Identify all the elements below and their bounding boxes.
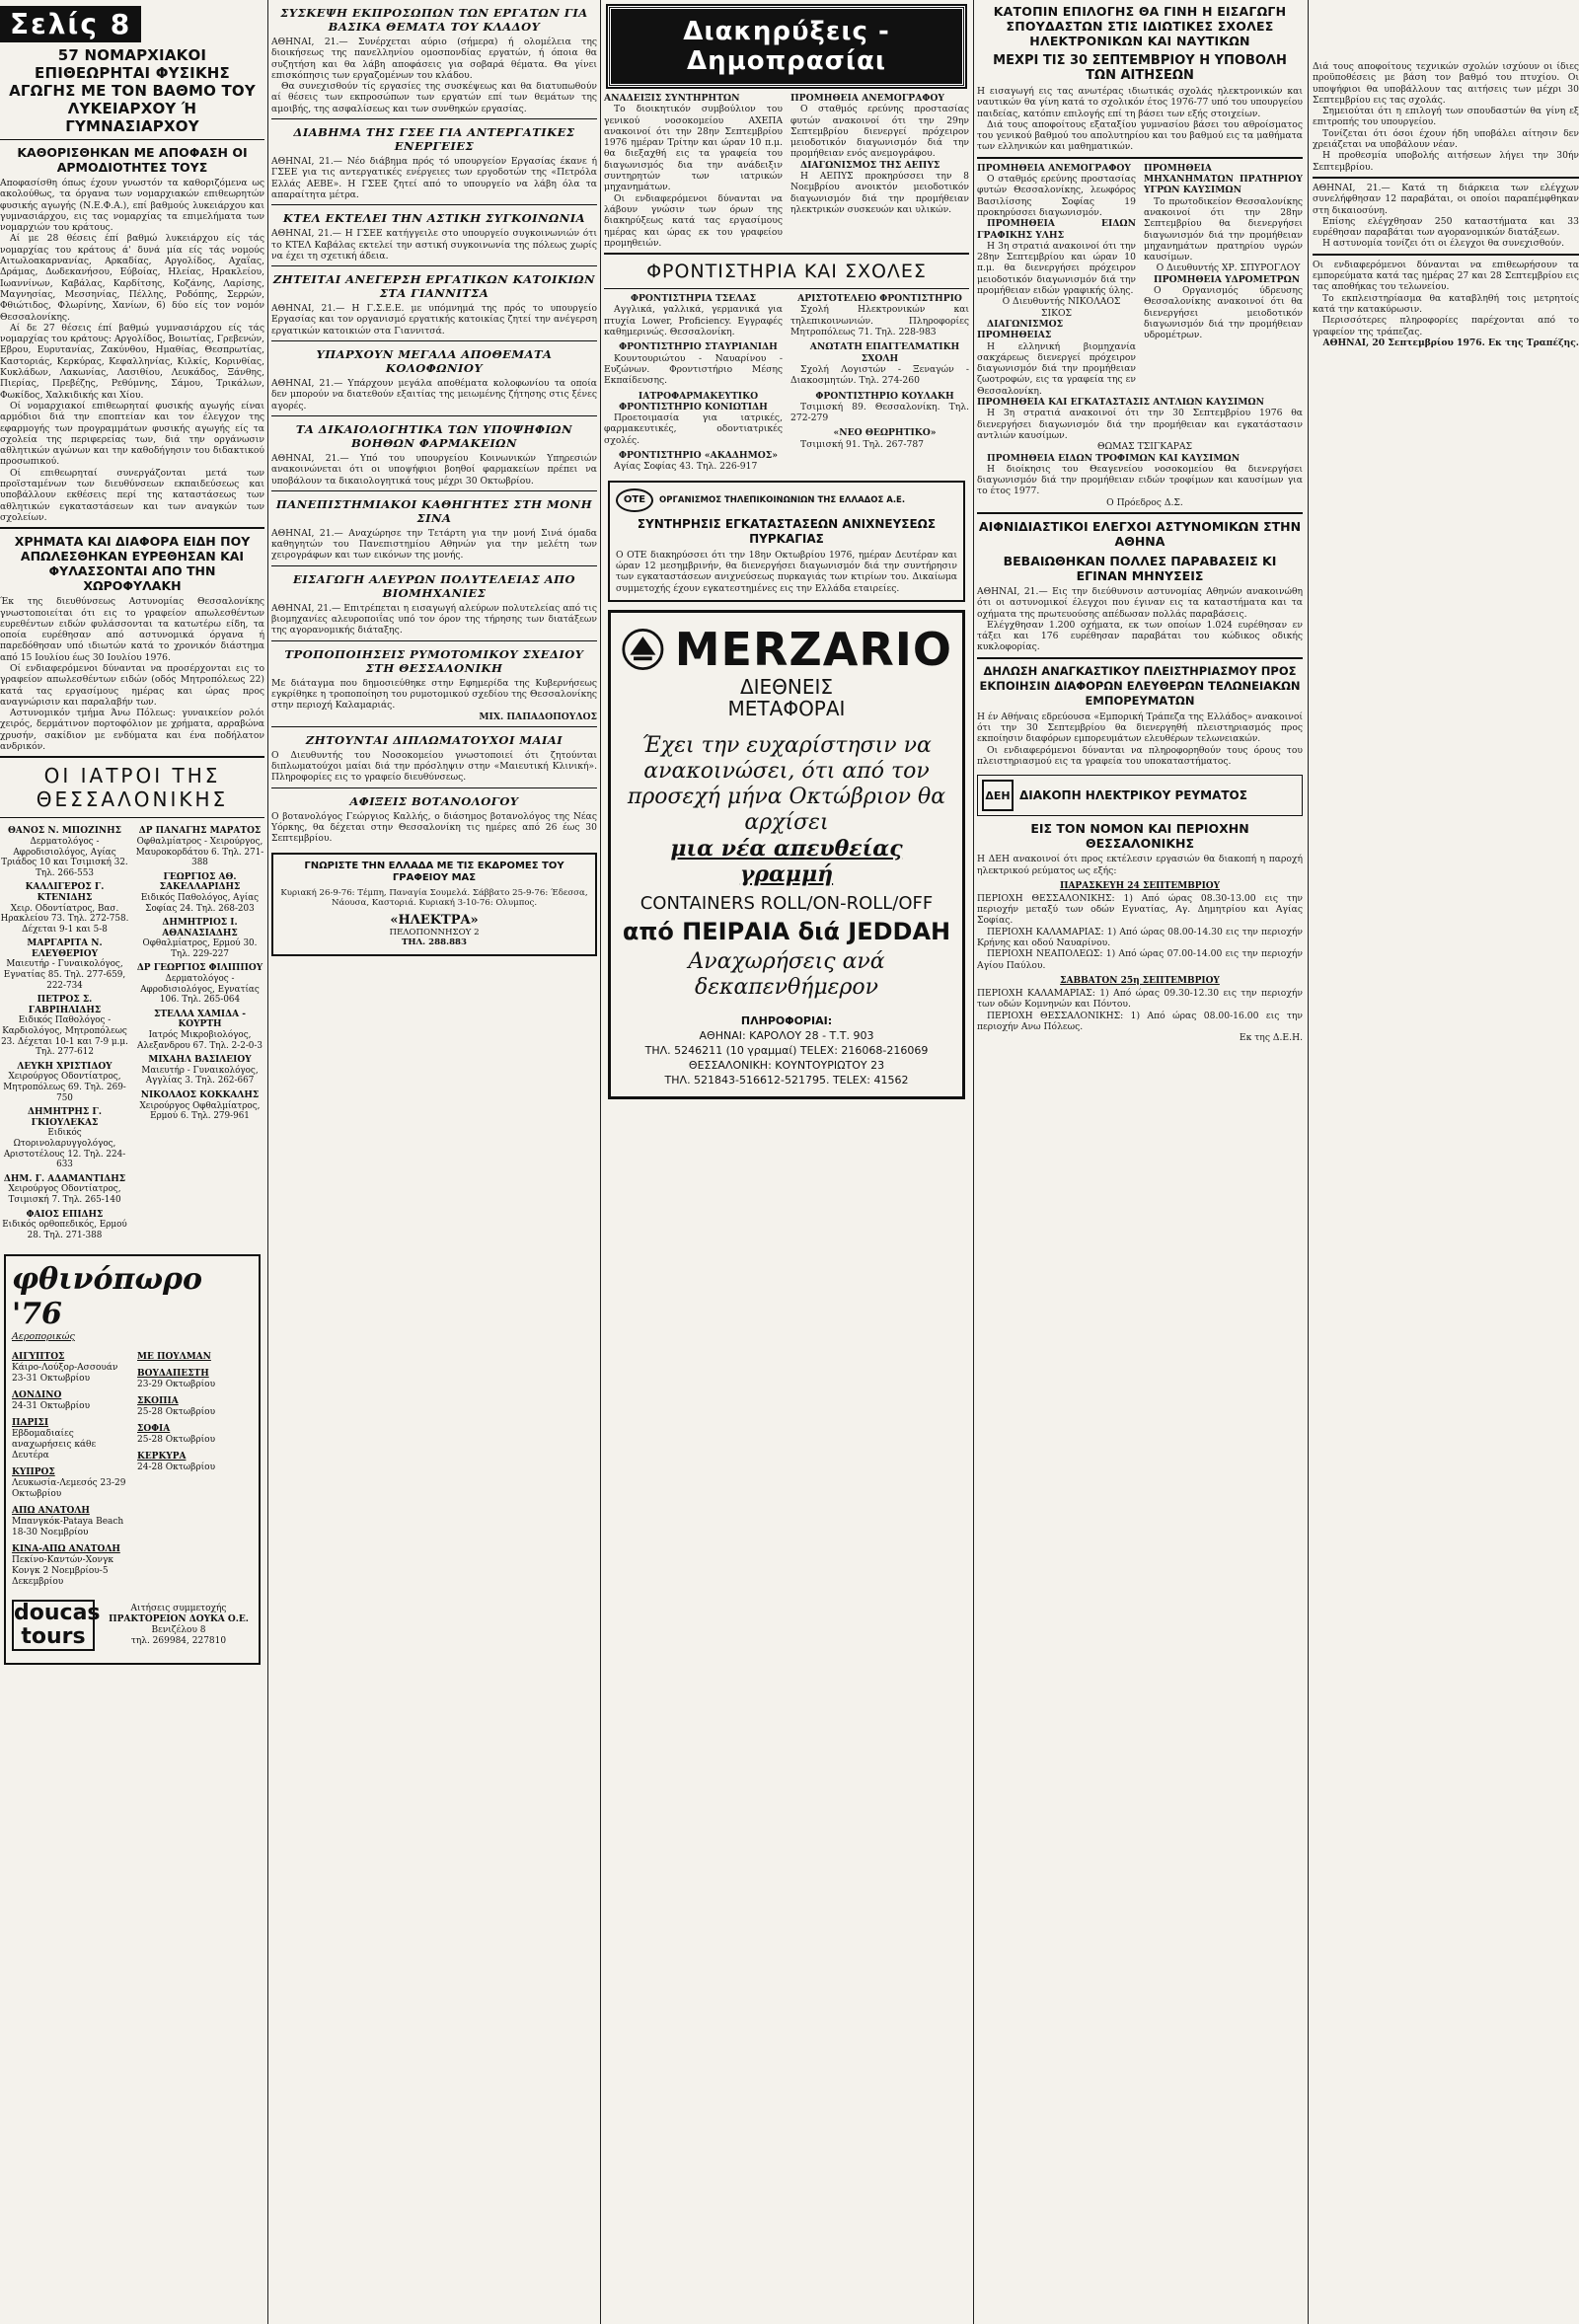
doucas-tours-logo: doucas tours (14, 1601, 101, 1650)
notice-title: ΠΡΟΜΗΘΕΙΑ ΚΑΙ ΕΓΚΑΤΑΣΤΑΣΙΣ ΑΝΤΛΙΩΝ ΚΑΥΣΙΜΩΝ (977, 397, 1265, 409)
doctor-name: ΠΕΤΡΟΣ Σ. ΓΑΒΡΙΗΛΙΔΗΣ (28, 995, 102, 1015)
article-paragraph: Σημειούται ότι η επιλογή των σπουδαστών θα γίνη εξ επιτροπής του υπουργείου. (1313, 106, 1579, 128)
deh-logo: ΔΕΗ (982, 780, 1014, 811)
divider (271, 490, 597, 491)
ote-header (616, 488, 957, 512)
doctor-info: Χειρούργος Οδοντίατρος, Μητροπόλεως 69. Τηλ. 269-750 (3, 1072, 126, 1103)
divider (604, 288, 969, 289)
article-paragraph: Αί δε 27 θέσεις έπί βαθμώ γυμνασιάρχου είς τάς νομαρχίας του κράτους: Αργολίδος, Βοιωτίας, Γρεβενών, Εβρου, Ευρυτανίας, Ζακύνθου, Ημαθίας, Θεσπρωτίας, Καστοριάς, Κερκύρας, Κεφαλληνίας, Κιλκίς, Κορινθίας, Κυκλάδων, Λακωνίας, Λασιθίου, Λευκάδος, Ξάνθης, Πιερίας, Πρεβέζης, Ρεθύμνης, Σάμου, Τρικάλων, Φωκίδος, Χαλκιδικής και Χίου. (0, 322, 264, 401)
school-name: ΑΝΩΤΑΤΗ ΕΠΑΓΓΕΛΜΑΤΙΚΗ ΣΧΟΛΗ (809, 341, 960, 364)
doctor-listing (0, 1210, 129, 1241)
school-info: Σχολή Ηλεκτρονικών και τηλεπικοινωνιών. Πληροφορίες Μητροπόλεως 71. Τηλ. 228-983 (790, 304, 969, 338)
travel-ad-title: ΓΝΩΡΙΣΤΕ ΤΗΝ ΕΛΛΑΔΑ ΜΕ ΤΙΣ ΕΚΔΡΟΜΕΣ ΤΟΥ ΓΡΑΦΕΙΟΥ ΜΑΣ (304, 860, 564, 883)
ote-title: ΣΥΝΤΗΡΗΣΙΣ ΕΓΚΑΤΑΣΤΑΣΕΩΝ ΑΝΙΧΝΕΥΣΕΩΣ ΠΥΡΚΑΓΙΑΣ (637, 516, 937, 546)
deh-text: ΠΕΡΙΟΧΗ ΚΑΛΑΜΑΡΙΑΣ: 1) Από ώρας 08.00-14.30 εις την περιοχήν Κρήνης και οδού Ναυαρίνου. (977, 926, 1303, 949)
doctor-info: Ειδικός ορθοπεδικός, Ερμού 28. Τηλ. 271-388 (2, 1220, 127, 1240)
contact-line: Αιτήσεις συμμετοχής (130, 1604, 227, 1614)
column-5 (1313, 0, 1579, 348)
article-paragraph: ΑΘΗΝΑΙ, 21.— Επιτρέπεται η εισαγωγή αλεύρων πολυτελείας από τις βιομηχανίες αλευροποιΐας υπό τον όρον της τήρησης των διατάξεων της αγορανομικής διάταξης. (271, 602, 597, 637)
column-3 (604, 0, 969, 1107)
doctor-name: ΛΕΥΚΗ ΧΡΙΣΤΙΔΟΥ (17, 1061, 113, 1072)
destination-name: ΚΙΝΑ-ΑΠΩ ΑΝΑΤΟΛΗ (12, 1544, 120, 1555)
divider (977, 157, 1303, 159)
divider (977, 512, 1303, 514)
fthinoporo-subtitle: Αεροπορικώς (12, 1331, 75, 1343)
doctor-name: ΔΡ ΠΑΝΑΓΗΣ ΜΑΡΑΤΟΣ (138, 826, 262, 837)
destination-dates: 24-28 Οκτωβρίου (137, 1462, 216, 1473)
tender-title: ΠΡΟΜΗΘΕΙΑ ΑΝΕΜΟΓΡΑΦΟΥ (790, 93, 944, 104)
destination-name: ΜΕ ΠΟΥΛΜΑΝ (137, 1352, 211, 1363)
article-paragraph: Οί νομαρχιακοί επιθεωρηταί φυσικής αγωγής είναι αρμόδιοι διά την εποπτείαν και τον έλεγχον της εφαρμογής των προγραμμάτων φυσικής αγωγής είς τα σχολεία της περιφερείας των, διά την οργάνωσιν αθλητικών αγώνων και την καθοδήγησιν του διδακτικού προσωπικού. (0, 400, 264, 468)
headline-diavima: ΔΙΑΒΗΜΑ ΤΗΣ ΓΣΕΕ ΓΙΑ ΑΝΤΕΡΓΑΤΙΚΕΣ ΕΝΕΡΓΕΙΕΣ (293, 125, 575, 154)
destination-name: ΚΥΠΡΟΣ (12, 1467, 55, 1478)
merzario-new-line: μια νέα απευθείας γραμμή (670, 835, 903, 887)
fthinoporo-ad (4, 1254, 261, 1665)
merzario-athens: ΑΘΗΝΑΙ: ΚΑΡΟΛΟΥ 28 - Τ.Τ. 903 (699, 1028, 874, 1042)
tender-text: Ο σταθμός ερεύνης προστασίας φυτών ανακοινοί ότι την 29ην Σεπτεμβρίου διενεργεί πρόχειρον μειοδοτικόν διαγωνισμόν διά την προμήθειαν ενός ανεμογράφου. (790, 104, 969, 160)
fthinoporo-destinations (12, 1346, 253, 1588)
doctor-info: Μαιευτήρ - Γυναικολόγος, Εγνατίας 85. Τηλ. 277-659, 222-734 (3, 959, 126, 991)
deh-text: ΠΕΡΙΟΧΗ ΘΕΣΣΑΛΟΝΙΚΗΣ: 1) Από ώρας 08.00-16.00 εις την περιοχήν Ανω Πόλεως. (977, 1010, 1303, 1032)
doctor-info: Δερματολόγος - Αφροδισιολόγος, Εγνατίας 106. Τηλ. 265-064 (140, 974, 260, 1006)
merzario-header (621, 623, 952, 676)
destination-dates: Εβδομαδιαίες αναχωρήσεις κάθε Δευτέρα (12, 1429, 97, 1462)
tender-title: ΑΝΑΔΕΙΞΙΣ ΣΥΝΤΗΡΗΤΩΝ (604, 93, 740, 104)
school-info: Προετοιμασία για ιατρικές, φαρμακευτικές, οδοντιατρικές σχολές. (604, 412, 783, 446)
article-paragraph: Οί επιθεωρηταί συνεργάζονται μετά των προϊσταμένων των διευθύνσεων εκπαιδεύσεως και υποβάλλουν εκθέσεις περί της καταστάσεως των αθλητικών εγκαταστάσεων και των αναγκών των σχολείων. (0, 467, 264, 523)
merzario-info-title: ΠΛΗΡΟΦΟΡΙΑΙ: (740, 1013, 833, 1027)
headline-kathoristhikan: ΚΑΘΟΡΙΣΘΗΚΑΝ ΜΕ ΑΠΟΦΑΣΗ ΟΙ ΑΡΜΟΔΙΟΤΗΤΕΣ ΤΟΥΣ (17, 145, 248, 175)
divider (977, 657, 1303, 659)
column-rule (600, 0, 601, 2324)
school-info: Κουντουριώτου - Ναυαρίνου - Ευζώνων. Φροντιστήριο Μέσης Εκπαίδευσης. (604, 352, 783, 387)
headline-zitisi: ΖΗΤΕΙΤΑΙ ΑΝΕΓΕΡΣΗ ΕΡΓΑΤΙΚΩΝ ΚΑΤΟΙΚΙΩΝ ΣΤΑ ΓΙΑΝΝΙΤΣΑ (272, 272, 596, 301)
headline-tropopoiiseis: ΤΡΟΠΟΠΟΙΗΣΕΙΣ ΡΥΜΟΤΟΜΙΚΟΥ ΣΧΕΔΙΟΥ ΣΤΗ ΘΕΣΣΑΛΟΝΙΚΗ (284, 646, 584, 675)
column-2 (271, 0, 597, 964)
deh-text: ΠΕΡΙΟΧΗ ΘΕΣΣΑΛΟΝΙΚΗΣ: 1) Από ώρας 08.30-13.00 εις την περιοχήν μεταξύ των οδών Εγνατίας, Αγ. Δημητρίου και Αγίας Σοφίας. (977, 892, 1303, 927)
school-name: ΙΑΤΡΟΦΑΡΜΑΚΕΥΤΙΚΟ ΦΡΟΝΤΙΣΤΗΡΙΟ ΚΟΝΙΩΤΙΔΗ (619, 390, 768, 412)
merzario-thessaloniki: ΘΕΣΣΑΛΟΝΙΚΗ: ΚΟΥΝΤΟΥΡΙΩΤΟΥ 23 (688, 1058, 885, 1072)
destination-name: ΣΟΦΙΑ (137, 1424, 171, 1435)
doctor-info: Χειρούργος Οφθαλμίατρος, Ερμού 6. Τηλ. 279-961 (139, 1100, 261, 1122)
article-paragraph: Ελέγχθησαν 1.200 οχήματα, εκ των οποίων 1.024 ευρέθησαν εν τάξει και 176 ευρέθησαν παραβάται του κώδικος οδικής κυκλοφορίας. (977, 619, 1303, 653)
doctor-info: Χειρ. Οδοντίατρος, Βασ. Ηρακλείου 73. Τηλ. 272-758. Δέχεται 9-1 και 5-8 (0, 903, 129, 935)
divider (1313, 254, 1579, 256)
article-paragraph: Έκ της διευθύνσεως Αστυνομίας Θεσσαλονίκης γνωστοποιείται ότι εις το γραφείον απωλεσθέντων ευρεθέντων ειδών φυλάσσονται τα κατωτέρω είδη, τα οποία ευρέθησαν από αστυνομικά όργανα ή παρεδόθησαν υπό ιδιωτών κατά το χρονικόν διάστημα από 15 Ιουλίου έως 30 Ιουλίου 1976. (0, 596, 264, 663)
divider (0, 756, 264, 758)
headline-eisagogi: ΕΙΣΑΓΩΓΗ ΑΛΕΥΡΩΝ ΠΟΛΥΤΕΛΕΙΑΣ ΑΠΟ ΒΙΟΜΗΧΑΝΙΕΣ (292, 571, 576, 600)
tender-text: Η ΑΕΠΥΣ προκηρύσσει την 8 Νοεμβρίου ανοικτόν μειοδοτικόν διαγωνισμόν διά την προμήθειαν ηλεκτρικών συσκευών και υλικών. (790, 171, 969, 215)
tender-title: ΔΙΑΓΩΝΙΣΜΟΣ ΤΗΣ ΑΕΠΥΣ (800, 159, 940, 171)
travel-ad-phone: ΤΗΛ. 288.883 (401, 937, 468, 948)
notice-title: ΔΙΑΓΩΝΙΣΜΟΣ ΠΡΟΜΗΘΕΙΑΣ (977, 318, 1064, 341)
destination-name: ΠΑΡΙΣΙ (12, 1418, 49, 1429)
fthinoporo-footer (12, 1594, 253, 1657)
headline-katopin: ΚΑΤΟΠΙΝ ΕΠΙΛΟΓΗΣ ΘΑ ΓΙΝΗ Η ΕΙΣΑΓΩΓΗ ΣΠΟΥΔΑΣΤΩΝ ΣΤΙΣ ΙΔΙΩΤΙΚΕΣ ΣΧΟΛΕΣ ΗΛΕΚΤΡΟΝΙΚΩΝ ΚΑΙ ΝΑΥΤΙΚΩΝ (993, 4, 1287, 48)
doctor-listing (0, 995, 129, 1058)
article-paragraph: Περισσότερες πληροφορίες παρέχονται από το γραφείον της τράπεζας. (1313, 315, 1579, 337)
doctor-listing (0, 1174, 129, 1206)
merzario-containers: CONTAINERS ROLL/ON-ROLL/OFF (639, 892, 934, 914)
doctor-listing (0, 1107, 129, 1170)
doctors-list-b (135, 822, 264, 1244)
ote-organization: ΟΡΓΑΝΙΣΜΟΣ ΤΗΛΕΠΙΚΟΙΝΩΝΙΩΝ ΤΗΣ ΕΛΛΑΔΟΣ Α.Ε. (659, 494, 906, 505)
destinations-left (12, 1346, 127, 1588)
article-paragraph: Επίσης ελέγχθησαν 250 καταστήματα και 33 ευρέθησαν παραβάται των αγορανομικών διατάξεων. (1313, 215, 1579, 239)
headline-syskepsi: ΣΥΣΚΕΨΗ ΕΚΠΡΟΣΩΠΩΝ ΤΩΝ ΕΡΓΑΤΩΝ ΓΙΑ ΒΑΣΙΚΑ ΘΕΜΑΤΑ ΤΟΥ ΚΛΑΔΟΥ (280, 6, 588, 34)
section-title-iatroi: ΟΙ ΙΑΤΡΟΙ ΤΗΣ ΘΕΣΣΑΛΟΝΙΚΗΣ (36, 764, 229, 812)
article-paragraph: ΑΘΗΝΑΙ, 21.— Υπό του υπουργείου Κοινωνικών Υπηρεσιών ανακοινώνεται ότι οι υποψήφιοι βοηθοί φαρμακείων πρέπει να υποβάλουν τα δικαιολογητικά τους μέχρι 30 Οκτωβρίου. (271, 452, 597, 487)
divider (0, 527, 264, 529)
article-paragraph: Θα συνεχισθούν τίς εργασίες της συσκέψεως και θα διατυπωθούν αί θέσεις των εκπροσώπων των εργατών επί των θεμάτων της αμοιβής, της ασφαλίσεως και των συνθηκών εργασίας. (271, 81, 597, 114)
doctor-info: Ειδικός Ωτορινολαρυγγολόγος, Αριστοτέλους 12. Τηλ. 224-633 (3, 1128, 126, 1170)
divider (271, 265, 597, 266)
deh-date: ΠΑΡΑΣΚΕΥΗ 24 ΣΕΠΤΕΜΒΡΙΟΥ (1059, 880, 1221, 891)
merzario-logo: MERZARIO (674, 622, 952, 676)
doctor-listing (0, 826, 129, 878)
article-paragraph: Αστυνομικόν τμήμα Άνω Πόλεως: γυναικείον ρολόι χειρός, δερμάτινον πορτοφόλιον με χρήματα, αρραβώνα χρυσήν, σακίδιον με ενδύματα και ένα ποδήλατον ανδρικόν. (0, 708, 264, 753)
notice-text: Ο Οργανισμός ύδρευσης Θεσσαλονίκης ανακοινοί ότι θα διενεργήσει μειοδοτικόν διαγωνισμόν διά την προμήθειαν υδρομέτρων. (1144, 285, 1303, 341)
divider (271, 640, 597, 641)
travel-ad-address: ΠΕΛΟΠΟΝΝΗΣΟΥ 2 (389, 927, 480, 937)
tender-text: Το διοικητικόν συμβούλιον του γενικού νοσοκομείου ΑΧΕΠΑ ανακοινοί ότι την 28ην Σεπτεμβρίου 1976 ημέραν Τρίτην και ώραν 10 π.μ. θα διεξαχθή εις τα γραφεία του διαγωνισμός δια την ανάδειξιν συντηρητών των ιατρικών μηχανημάτων. (604, 104, 783, 193)
doctor-name: ΔΗΜ. Γ. ΑΔΑΜΑΝΤΙΔΗΣ (3, 1173, 126, 1184)
tenders-two-col (604, 93, 969, 249)
article-paragraph: Ο Διευθυντής του Νοσοκομείου γνωστοποιεί ότι ζητούνται διπλωματούχοι μαίαι διά την πρόσληψιν στην «Μαιευτική Κλινική». Πληροφορίες εις το γραφείο διευθύνσεως. (271, 749, 597, 784)
destination-dates: 25-28 Οκτωβρίου (137, 1407, 216, 1418)
travel-ad-text: Κυριακή 26-9-76: Τέμπη, Παναγία Σουμελά. Σάββατο 25-9-76: Έδεσσα, Νάουσα, Καστοριά. Κυριακή 3-10-76: Ολυμπος. (280, 887, 588, 909)
headline-zitountai: ΖΗΤΟΥΝΤΑΙ ΔΙΠΛΩΜΑΤΟΥΧΟΙ ΜΑΙΑΙ (305, 732, 564, 747)
column-rule (973, 0, 974, 2324)
article-paragraph: ΑΘΗΝΑΙ, 21.— Εις την διεύθυνσιν αστυνομίας Αθηνών ανακοινώθη ότι οι αστυνομικοί έλεγχοι που έγιναν εις τα καταστήματα και τα οχήματα της πρωτευούσης απέδωσαν πολλάς παραβάσεις. (977, 585, 1303, 620)
destination-name: ΣΚΟΠΙΑ (137, 1396, 179, 1407)
notice-title: ΠΡΟΜΗΘΕΙΑ ΥΔΡΟΜΕΤΡΩΝ (1154, 273, 1301, 285)
headline-nomarxiakoi: 57 ΝΟΜΑΡΧΙΑΚΟΙ ΕΠΙΘΕΩΡΗΤΑΙ ΦΥΣΙΚΗΣ ΑΓΩΓΗΣ ΜΕ ΤΟΝ ΒΑΘΜΟ ΤΟΥ ΛΥΚΕΙΑΡΧΟΥ Ή ΓΥΜΝΑΣΙΑΡΧΟΥ (9, 46, 256, 135)
headline-mexri: ΜΕΧΡΙ ΤΙΣ 30 ΣΕΠΤΕΜΒΡΙΟΥ Η ΥΠΟΒΟΛΗ ΤΩΝ ΑΙΤΗΣΕΩΝ (993, 53, 1287, 83)
article-paragraph: Οι ενδιαφερόμενοι δύνανται να πληροφορηθούν τους όρους του πλειστηριασμού εις τα γραφεία του υποκαταστήματος. (977, 744, 1303, 767)
doctor-name: ΔΡ ΓΕΩΡΓΙΟΣ ΦΙΛΙΠΠΟΥ (136, 963, 263, 974)
doctor-listing (0, 882, 129, 935)
destination-dates: 24-31 Οκτωβρίου (12, 1401, 91, 1412)
doctor-listing (0, 938, 129, 991)
contact-line: Βενιζέλου 8 (151, 1625, 206, 1636)
doctor-name: ΘΑΝΟΣ Ν. ΜΠΟΖΙΝΗΣ (7, 826, 122, 837)
notice-text: Η 3η στρατιά ανακοινοί ότι την 30 Σεπτεμβρίου 1976 θα διενεργήσει διαγωνισμόν διά την προμήθειαν και εγκατάστασιν αντλιών καυσίμων. (977, 408, 1303, 441)
fthinoporo-title: φθινόπωρο '76 (12, 1262, 202, 1332)
school-name: ΦΡΟΝΤΙΣΤΗΡΙΟ ΣΤΑΥΡΙΑΝΙΔΗ (619, 341, 778, 353)
doctor-name: ΚΑΛΛΙΓΕΡΟΣ Γ. ΚΤΕΝΙΔΗΣ (25, 882, 105, 903)
destination-dates: Κάιρο-Λούξορ-Ασσουάν 23-31 Οκτωβρίου (12, 1363, 118, 1385)
page-number-badge: Σελίς 8 (0, 6, 141, 42)
merzario-thessaloniki-tel: ΤΗΛ. 521843-516612-521795. TELEX: 41562 (664, 1073, 909, 1087)
deh-header (977, 775, 1303, 816)
ote-logo: ΟΤΕ (616, 488, 653, 512)
divider (271, 204, 597, 205)
divider (0, 139, 264, 140)
article-paragraph: Οί ενδιαφερόμενοι δύνανται να προσέρχονται εις το γραφείον απωλεσθέντων ειδών (οδός Μητροπόλεως 22) κατά τας εργασίμους ημέρας και ώρας προς αναγνώρισιν και παραλαβήν των. (0, 662, 264, 708)
notice-text: Η 3η στρατιά ανακοινοί ότι την 28ην Σεπτεμβρίου και ώραν 10 π.μ. θα διενεργήσει πρόχειρον μειοδοτικόν διαγωνισμόν διά την προμήθειαν ειδών γραφικής ύλης. (977, 240, 1136, 297)
ote-text: Ο ΟΤΕ διακηρύσσει ότι την 18ην Οκτωβρίου 1976, ημέραν Δευτέραν και ώραν 12 μεσημβρινήν, θα διενεργήσει διαγωνισμόν διά την συντήρησιν των εγκαταστάσεων ανιχνεύσεως πυρκαγιάς των κτιρίων του. Δικαίωμα συμμετοχής έχουν εγκατεστημένες εις την Ελλάδα εταιρείες. (616, 549, 957, 594)
headline-ktel: ΚΤΕΛ ΕΚΤΕΛΕΙ ΤΗΝ ΑΣΤΙΚΗ ΣΥΓΚΟΙΝΩΝΙΑ (282, 211, 586, 226)
doctor-listing (135, 872, 264, 914)
column-rule (267, 0, 268, 2324)
signature: Ο Διευθυντής ΧΡ. ΣΠΥΡΟΓΛΟΥ (1156, 262, 1301, 274)
divider (1313, 177, 1579, 179)
destination-dates: Λευκωσία-Λεμεσός 23-29 Οκτωβρίου (12, 1478, 126, 1500)
article-paragraph: ΑΘΗΝΑΙ, 21.— Κατά τη διάρκεια των ελέγχων συνελήφθησαν 12 παραβάται, οι οποίοι παραπέμφθηκαν στη δικαιοσύνη. (1313, 182, 1579, 216)
divider (604, 253, 969, 255)
headline-vev: ΒΕΒΑΙΩΘΗΚΑΝ ΠΟΛΛΕΣ ΠΑΡΑΒΑΣΕΙΣ ΚΙ ΕΓΙΝΑΝ ΜΗΝΥΣΕΙΣ (1003, 553, 1277, 583)
headline-dikai: ΤΑ ΔΙΚΑΙΟΛΟΓΗΤΙΚΑ ΤΩΝ ΥΠΟΨΗΦΙΩΝ ΒΟΗΘΩΝ ΦΑΡΜΑΚΕΙΩΝ (295, 421, 573, 450)
doctor-name: ΣΤΕΛΛΑ ΧΑΜΙΔΑ - ΚΟΥΡΤΗ (154, 1009, 246, 1030)
doctor-listing (135, 963, 264, 1005)
travel-ad (271, 853, 597, 956)
school-info: Αγγλικά, γαλλικά, γερμανικά για πτυχία Lower, Proficiency. Εγγραφές καθημερινώς. Θεσσαλονίκη. (604, 304, 783, 338)
merzario-emblem-icon (621, 626, 665, 673)
school-info: Τσιμισκή 89. Θεσσαλονίκη. Τηλ. 272-279 (790, 401, 969, 424)
notice-title: ΠΡΟΜΗΘΕΙΑ ΕΙΔΩΝ ΤΡΟΦΙΜΩΝ ΚΑΙ ΚΑΥΣΙΜΩΝ (987, 452, 1241, 464)
doctor-listing (135, 1010, 264, 1051)
headline-afiseis: ΑΦΙΞΕΙΣ ΒΟΤΑΝΟΛΟΓΟΥ (349, 793, 519, 808)
article-paragraph: Αποφασίσθη όπως έχουν γνωστόν τα καθοριζόμενα ως ακολούθως, τα όργανα των νομαρχιακών επιθεωρητών φυσικής αγωγής (Ν.Ε.Φ.Α.), επί βαθμούς λυκειάρχου και γυμνασιάρχου, εις τας νομαρχίας τα επιμελήματα των νομαρχιών του κράτους. (0, 178, 264, 234)
doctors-directory (0, 822, 264, 1244)
tender-text: Οι ενδιαφερόμενοι δύνανται να λάβουν γνώσιν των όρων της διακηρύξεως κατά τας εργασίμους ημέρας και ώρας εκ του γραφείου προμηθειών. (604, 192, 783, 249)
notice-title: ΠΡΟΜΗΘΕΙΑ ΕΙΔΩΝ ΓΡΑΦΙΚΗΣ ΥΛΗΣ (977, 218, 1136, 241)
deh-text: Η ΔΕΗ ανακοινοί ότι προς εκτέλεσιν εργασιών θα διακοπή η παροχή ηλεκτρικού ρεύματος ως εξής: (977, 854, 1303, 876)
article-paragraph: Η αστυνομία τονίζει ότι οι έλεγχοι θα συνεχισθούν. (1322, 238, 1565, 250)
notice-text: Ο σταθμός ερεύνης προστασίας φυτών Θεσσαλονίκης, λεωφόρος Βασιλίσσης Σοφίας 19 προκηρύσσει διαγωνισμόν. (977, 174, 1136, 218)
section-banner-diakiryxeis: Διακηρύξεις - Δημοπρασίαι (608, 6, 965, 87)
article-paragraph: Ο βοτανολόγος Γεώργιος Καλλής, ο διάσημος βοτανολόγος της Νέας Υόρκης, θα δέχεται στην Θεσσαλονίκη τις ημέρες από 26 έως 30 Σεπτεμβρίου. (271, 810, 597, 845)
article-paragraph: ΑΘΗΝΑΙ, 21.— Συνέρχεται αύριο (σήμερα) ή ολομέλεια της διοικήσεως της πανελληνίου ομοσπονδίας εργατών, ή όποια θα συζητήση και θα λάβη αποφάσεις για σοβαρά θέματα. Θα γίνει επισκόπησις των εργαζομένων του κλάδου. (271, 37, 597, 81)
notice-text: Η διοίκησις του Θεαγενείου νοσοκομείου θα διενεργήσει διαγωνισμόν διά την προμήθειαν ειδών τροφίμων και καυσίμων για το έτος 1977. (977, 463, 1303, 497)
destination-dates: Πεκίνο-Καντών-Χονγκ Κονγκ 2 Νοεμβρίου-5 Δεκεμβρίου (12, 1555, 113, 1588)
article-paragraph: Τονίζεται ότι όσοι έχουν ήδη υποβάλει αίτησιν δεν χρειάζεται να υποβάλουν νέαν. (1313, 127, 1579, 151)
school-info: Αγίας Σοφίας 43. Τηλ. 226-917 (614, 461, 758, 473)
doctor-listing (135, 1055, 264, 1087)
notice-text: Η ελληνική βιομηχανία σακχάρεως διενεργεί πρόχειρον διαγωνισμόν διά την προμήθειαν ζωοτροφών, εις τα γραφεία της εν Θεσσαλονίκη. (977, 340, 1136, 397)
school-name: ΦΡΟΝΤΙΣΤΗΡΙΑ ΤΣΕΛΑΣ (630, 293, 757, 305)
doctor-info: Οφθαλμίατρος - Χειρούργος, Μαυροκορδάτου 6. Τηλ. 271-388 (135, 836, 264, 868)
notice-title: ΠΡΟΜΗΘΕΙΑ ΑΝΕΜΟΓΡΑΦΟΥ (977, 162, 1131, 174)
divider (271, 415, 597, 416)
notice-title: ΠΡΟΜΗΘΕΙΑ ΜΗΧΑΝΗΜΑΤΩΝ ΠΡΑΤΗΡΙΟΥ ΥΓΡΩΝ ΚΑΥΣΙΜΩΝ (1144, 162, 1303, 196)
article-paragraph: Με διάταγμα που δημοσιεύθηκε στην Εφημερίδα της Κυβερνήσεως εγκρίθηκε η τροποποίηση του ρυμοτομικού σχεδίου της Θεσσαλονίκης στην περιοχή Καλαμαριάς. (271, 677, 597, 712)
procurement-notices (977, 163, 1303, 397)
destination-name: ΑΙΓΥΠΤΟΣ (12, 1352, 65, 1363)
divider (271, 565, 597, 566)
school-name: ΑΡΙΣΤΟΤΕΛΕΙΟ ΦΡΟΝΤΙΣΤΗΡΙΟ (797, 293, 962, 305)
article-paragraph: Η εισαγωγή εις τας ανωτέρας ιδιωτικάς σχολάς ηλεκτρονικών και ναυτικών θα γίνη κατά το σχολικόν έτος 1976-77 υπό του υπουργείου παιδείας, κατόπιν επιλογής επί τη βάσει των εξής στοιχείων. (977, 86, 1303, 119)
destination-name: ΛΟΝΔΙΝΟ (12, 1390, 62, 1401)
signature: Ο Πρόεδρος Δ.Σ. (1106, 496, 1183, 508)
doctor-listing (135, 918, 264, 959)
article-paragraph: Η έν Αθήναις εδρεύουσα «Εμπορική Τράπεζα της Ελλάδος» ανακοινοί ότι την 30 Σεπτεμβρίου θα διενεργηθή πλειστηριασμός προς εκποίησιν διαφόρων εμπορευμάτων ελευθέρων τελωνειακών. (977, 711, 1303, 745)
merzario-departures: Αναχωρήσεις ανά δεκαπενθήμερον (688, 948, 885, 1000)
article-paragraph: ΑΘΗΝΑΙ, 21.— Αναχώρησε την Τετάρτη για την μονή Σινά όμαδα καθηγητών του Πανεπιστημίου Αθηνών για την μελέτη των χειρογράφων και των εικόνων της μονής. (271, 527, 597, 562)
destination-dates: 25-28 Οκτωβρίου (137, 1435, 216, 1446)
deh-signature: Εκ της Δ.Ε.Η. (1239, 1032, 1303, 1044)
school-info: Σχολή Λογιστών - Ξεναγών - Διακοσμητών. Τηλ. 274-260 (790, 363, 969, 387)
doctor-listing (135, 826, 264, 867)
doctor-listing (135, 1090, 264, 1122)
headline-panepist: ΠΑΝΕΠΙΣΤΗΜΙΑΚΟΙ ΚΑΘΗΓΗΤΕΣ ΣΤΗ ΜΟΝΗ ΣΙΝΑ (275, 496, 593, 525)
headline-ypar: ΥΠΑΡΧΟΥΝ ΜΕΓΑΛΑ ΑΠΟΘΕΜΑΤΑ ΚΟΛΟΦΩΝΙΟΥ (316, 347, 553, 376)
doctor-info: Ιατρός Μικροβιολόγος, Αλεξανδρου 67. Τηλ. 2-2-0-3 (137, 1030, 263, 1051)
doctor-name: ΦΑΙΟΣ ΕΠΙΔΗΣ (26, 1209, 104, 1220)
destination-dates: 23-29 Οκτωβρίου (137, 1380, 216, 1390)
deh-text: ΠΕΡΙΟΧΗ ΚΑΛΑΜΑΡΙΑΣ: 1) Από ώρας 09.30-12.30 εις την περιοχήν των οδών Κομνηνών και Πόντου. (977, 987, 1303, 1011)
column-rule (1308, 0, 1309, 2324)
divider (271, 118, 597, 119)
destination-name: ΑΠΩ ΑΝΑΤΟΛΗ (12, 1506, 90, 1517)
school-name: «ΝΕΟ ΘΕΩΡΗΤΙΚΟ» (833, 427, 937, 439)
doctor-info: Μαιευτήρ - Γυναικολόγος, Αγγλίας 3. Τηλ. 262-667 (141, 1065, 259, 1087)
doctor-info: Δερματολόγος - Αφροδισιολόγος, Αγίας Τριάδος 10 και Τσιμισκή 32. Τηλ. 266-553 (1, 836, 128, 878)
merzario-ad (608, 610, 965, 1099)
section-title-frontistiria: ΦΡΟΝΤΙΣΤΗΡΙΑ ΚΑΙ ΣΧΟΛΕΣ (646, 261, 927, 283)
article-paragraph: Οι ενδιαφερόμενοι δύνανται να επιθεωρήσουν τα εμπορεύματα κατά τας ημέρας 27 και 28 Σεπτεμβρίου εις τας αποθήκας του τελωνείου. (1313, 259, 1579, 293)
school-name: ΦΡΟΝΤΙΣΤΗΡΙΟ «ΑΚΑΔΗΜΟΣ» (618, 450, 779, 462)
notice-text: Το πρωτοδικείον Θεσσαλονίκης ανακοινοί ότι την 28ην Σεπτεμβρίου θα διενεργήσει διαγωνισμόν διά την προμήθειαν μηχανημάτων πρατηρίου υγρών καυσίμων. (1144, 195, 1303, 263)
headline-aifni: ΑΙΦΝΙΔΙΑΣΤΙΚΟΙ ΕΛΕΓΧΟΙ ΑΣΤΥΝΟΜΙΚΩΝ ΣΤΗΝ ΑΘΗΝΑ (978, 518, 1302, 549)
signature: Ο Διευθυντής ΝΙΚΟΛΑΟΣ ΣΙΚΟΣ (1002, 296, 1121, 319)
doctor-name: ΜΙΧΑΗΛ ΒΑΣΙΛΕΙΟΥ (148, 1055, 252, 1066)
doctor-name: ΔΗΜΗΤΡΙΟΣ Ι. ΑΘΑΝΑΣΙΑΔΗΣ (162, 918, 238, 938)
article-paragraph: ΑΘΗΝΑΙ, 21.— Νέο διάβημα πρός τό υπουργείον Εργασίας έκανε ή ΓΣΕΕ για τις αντεργατικές ενέργειες των εργοδοτών της «Πετρόλα Ελλάς ΑΕΒΕ». Η ΓΣΕΕ ζητεί από το υπουργείο να λάβη όλα τα απαραίτητα μέτρα. (271, 156, 597, 200)
column-1 (0, 0, 264, 1665)
merzario-message: Έχει την ευχαρίστησιν να ανακοινώσει, ότι από τον προσεχή μήνα Οκτώβριον θα αρχίσει (627, 732, 946, 835)
deh-title: ΔΙΑΚΟΠΗ ΗΛΕΚΤΡΙΚΟΥ ΡΕΥΜΑΤΟΣ (1019, 788, 1247, 803)
headline-xrimata: ΧΡΗΜΑΤΑ ΚΑΙ ΔΙΑΦΟΡΑ ΕΙΔΗ ΠΟΥ ΑΠΩΛΕΣΘΗΚΑΝ ΕΥΡΕΘΗΣΑΝ ΚΑΙ ΦΥΛΑΣΣΟΝΤΑΙ ΑΠΟ ΤΗΝ ΧΩΡΟΦΥΛΑΚΗ (14, 534, 251, 594)
merzario-athens-tel: ΤΗΛ. 5246211 (10 γραμμαί) TELEX: 216068-216069 (644, 1043, 929, 1057)
deh-text: ΠΕΡΙΟΧΗ ΝΕΑΠΟΛΕΩΣ: 1) Από ώρας 07.00-14.00 εις την περιοχήν Αγίου Παύλου. (977, 948, 1303, 971)
merzario-sub2: ΜΕΤΑΦΟΡΑΙ (727, 696, 846, 720)
destinations-right (137, 1346, 253, 1588)
doctor-info: Ειδικός Παθολόγος, Αγίας Σοφίας 24. Τηλ. 268-203 (140, 892, 260, 914)
school-info: Τσιμισκή 91. Τηλ. 267-787 (800, 438, 925, 450)
doctor-name: ΝΙΚΟΛΑΟΣ ΚΟΚΚΑΛΗΣ (140, 1090, 260, 1101)
article-paragraph: ΑΘΗΝΑΙ, 21.— Η Γ.Σ.Ε.Ε. με υπόμνημά της πρός το υπουργείο Εργασίας και τον οργανισμό εργατικής κατοικίας ζητεί την ανέγερση εργατικών κατοικιών στα Γιαννιτσά. (271, 303, 597, 337)
doctor-name: ΔΗΜΗΤΡΗΣ Γ. ΓΚΙΟΥΛΕΚΑΣ (28, 1107, 102, 1128)
article-paragraph: ΑΘΗΝΑΙ, 21.— Η ΓΣΕΕ κατήγγειλε στο υπουργείο συγκοινωνιών ότι το ΚΤΕΛ Καβάλας εκτελεί την αστική συγκοινωνία της πόλεως χωρίς να έχει τη σχετική άδεια. (271, 228, 597, 262)
doctor-info: Οφθαλμίατρος, Ερμού 30. Τηλ. 229-227 (142, 938, 258, 959)
contact-line: τηλ. 269984, 227810 (130, 1636, 227, 1647)
doctor-listing (0, 1062, 129, 1103)
signature: ΘΩΜΑΣ ΤΣΙΓΚΑΡΑΣ (1096, 441, 1193, 453)
column-4 (977, 0, 1303, 1043)
divider (271, 340, 597, 341)
divider (271, 726, 597, 727)
divider (271, 787, 597, 788)
doctor-name: ΓΕΩΡΓΙΟΣ ΑΘ. ΣΑΚΕΛΛΑΡΙΔΗΣ (159, 871, 241, 893)
destination-name: ΒΟΥΔΑΠΕΣΤΗ (137, 1369, 209, 1380)
fthinoporo-contact (105, 1604, 253, 1647)
doctor-name: ΜΑΡΓΑΡΙΤΑ Ν. ΕΛΕΥΘΕΡΙΟΥ (27, 938, 103, 959)
destination-dates: Μπανγκόκ-Pataya Beach 18-30 Νοεμβρίου (12, 1517, 124, 1538)
deh-date: ΣΑΒΒΑΤΟΝ 25η ΣΕΠΤΕΜΒΡΙΟΥ (1060, 975, 1220, 986)
ote-notice (608, 481, 965, 602)
article-paragraph: ΑΘΗΝΑΙ, 21.— Υπάρχουν μεγάλα αποθέματα κολοφωνίου τα οποία δεν μπορούν να διατεθούν εξαιτίας της μειωμένης ζήτησης στις ξένες αγορές. (271, 378, 597, 412)
merzario-sub1: ΔΙΕΘΝΕΙΣ (739, 674, 834, 699)
deh-area-headline: ΕΙΣ ΤΟΝ ΝΟΜΟΝ ΚΑΙ ΠΕΡΙΟΧΗΝ ΘΕΣΣΑΛΟΝΙΚΗΣ (1030, 821, 1249, 852)
doctors-list-a (0, 822, 129, 1244)
divider (0, 817, 264, 818)
article-paragraph: Διά τους αποφοίτους τεχνικών σχολών ισχύουν οι ίδιες προϋποθέσεις με βάση τον βαθμό του πτυχίου. Οι υποψήφιοι θα υποβάλλουν τας αιτήσεις των μέχρι 30 Σεπτεμβρίου εις τας σχολάς. (1313, 61, 1579, 106)
doctor-info: Χειρούργος Οδοντίατρος, Τσιμισκή 7. Τηλ. 265-140 (8, 1184, 121, 1205)
destination-name: ΚΕΡΚΥΡΑ (137, 1452, 187, 1462)
article-paragraph: ΑΘΗΝΑΙ, 20 Σεπτεμβρίου 1976. Εκ της Τραπέζης. (1322, 337, 1579, 348)
article-paragraph: Το εκπλειστηρίασμα θα καταβληθή τοις μετρητοίς κατά την κατακύρωσιν. (1313, 292, 1579, 315)
article-paragraph: Η προθεσμία υποβολής αιτήσεων λήγει την 30ήν Σεπτεμβρίου. (1313, 150, 1579, 173)
doctor-info: Ειδικός Παθολόγος - Καρδιολόγος, Μητροπόλεως 23. Δέχεται 10-1 και 7-9 μ.μ. Τηλ. 277-612 (1, 1015, 128, 1058)
article-paragraph: Διά τους αποφοίτους εξαταξίου γυμνασίου βάσει του αθροίσματος του γενικού βαθμού του απολυτηρίου και του βαθμού εις τα μαθήματα των ελληνικών και μαθηματικών. (977, 118, 1303, 153)
schools-list (604, 293, 969, 472)
signature: ΜΙΧ. ΠΑΠΑΔΟΠΟΥΛΟΣ (479, 711, 597, 722)
headline-dilosi: ΔΗΛΩΣΗ ΑΝΑΓΚΑΣΤΙΚΟΥ ΠΛΕΙΣΤΗΡΙΑΣΜΟΥ ΠΡΟΣ ΕΚΠΟΙΗΣΙΝ ΔΙΑΦΟΡΩΝ ΕΛΕΥΘΕΡΩΝ ΤΕΛΩΝΕΙΑΚΩΝ ΕΜΠΟΡΕΥΜΑΤΩΝ (979, 663, 1301, 708)
school-name: ΦΡΟΝΤΙΣΤΗΡΙΟ ΚΟΥΛΑΚΗ (815, 390, 954, 402)
merzario-route: από ΠΕΙΡΑΙΑ διά JEDDAH (622, 917, 951, 945)
article-paragraph: Αί με 28 θέσεις έπί βαθμώ λυκειάρχου είς τάς νομαρχίας του κράτους ά' δυνά μία είς τάς νομούς Αιτωλοακαρνανίας, Αρκαδίας, Αργολίδος, Αχαΐας, Δράμας, Δωδεκανήσου, Εύβοίας, Ηλείας, Ηρακλείου, Ιωαννίνων, Καβάλας, Καρδίτσης, Κοζάνης, Λαρίσης, Μαγνησίας, Μεσσηνίας, Πέλλης, Ροδόπης, Σερρών, Φθιώτιδος, Φλωρίνης, Χανίων, 6) δύο είς τον νομόν Θεσσαλονίκης. (0, 233, 264, 323)
contact-line: ΠΡΑΚΤΟΡΕΙΟΝ ΔΟΥΚΑ Ο.Ε. (109, 1614, 249, 1625)
travel-ad-name: «ΗΛΕΚΤΡΑ» (390, 912, 479, 928)
